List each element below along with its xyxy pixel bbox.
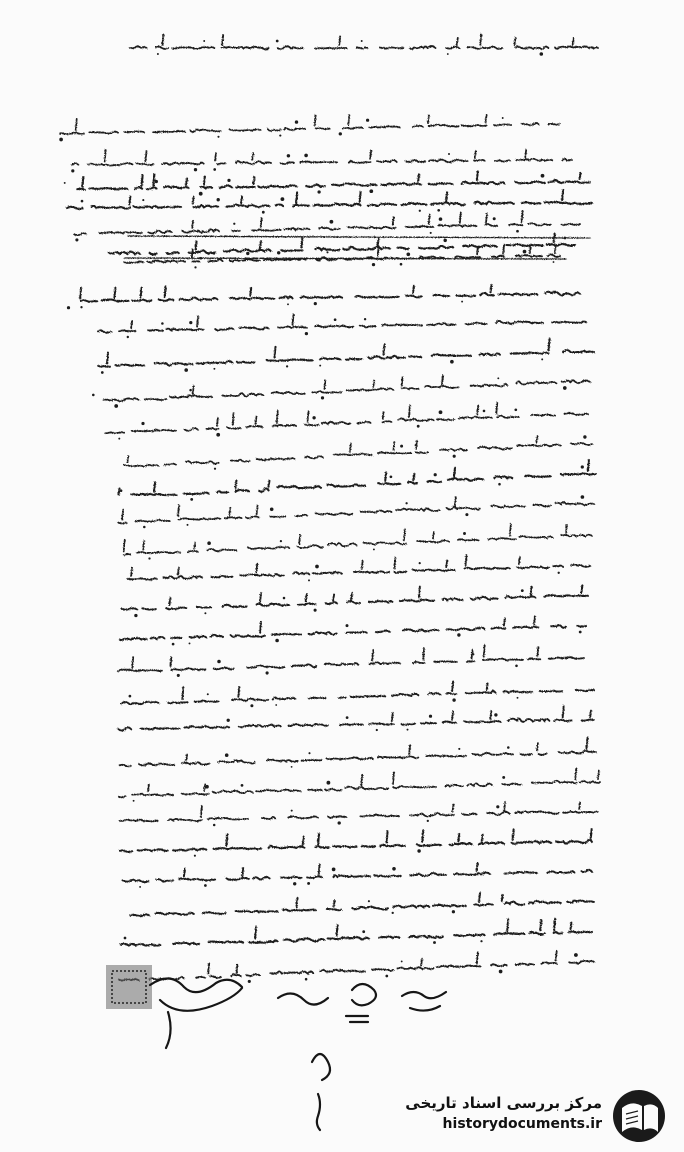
ink-dot	[307, 882, 310, 885]
ink-dot	[583, 435, 586, 438]
ink-dot	[75, 238, 78, 241]
ink-dot	[80, 306, 82, 308]
ink-dot	[71, 169, 74, 172]
ink-dot	[541, 174, 545, 178]
ink-dot	[405, 502, 407, 504]
ink-dot	[472, 653, 474, 655]
ink-dot	[433, 941, 436, 944]
ink-dot	[564, 237, 567, 240]
ink-dot	[59, 138, 63, 142]
script-line	[118, 645, 584, 671]
script-line	[98, 339, 594, 367]
ink-dot	[429, 715, 432, 718]
ink-dot	[287, 303, 289, 305]
ink-dot	[194, 266, 196, 268]
ink-dot	[563, 386, 567, 390]
ink-dot	[327, 781, 331, 785]
script-line	[105, 403, 588, 434]
ink-dot	[293, 882, 296, 885]
script-line	[118, 706, 594, 731]
script-line	[124, 436, 592, 466]
book-scroll-logo-icon	[610, 1088, 668, 1144]
ink-dot	[417, 425, 420, 428]
ink-dot	[308, 752, 310, 754]
ink-dot	[190, 498, 193, 501]
ink-dot	[246, 252, 249, 255]
script-line	[124, 245, 560, 264]
ink-dot	[204, 884, 207, 887]
script-line	[120, 829, 592, 852]
ink-dot	[366, 119, 369, 122]
ink-dot	[400, 263, 403, 266]
ink-dot	[483, 410, 486, 413]
ink-dot	[194, 168, 197, 171]
ink-dot	[364, 318, 366, 320]
ink-dot	[419, 210, 421, 212]
ink-dot	[339, 132, 342, 135]
ink-dot	[142, 199, 144, 201]
ink-dot	[515, 665, 518, 668]
ink-dot	[385, 975, 388, 978]
ink-dot	[346, 716, 349, 719]
ink-dot	[205, 785, 209, 789]
ink-dot	[312, 416, 315, 419]
seal-stamp	[106, 965, 152, 1009]
ink-dot	[427, 820, 429, 822]
script-line	[118, 497, 594, 523]
ink-dot	[129, 695, 132, 698]
ink-dot	[241, 784, 244, 787]
script-line	[67, 190, 592, 209]
ink-dot	[141, 422, 144, 425]
ink-dot	[437, 209, 440, 212]
script-line	[69, 285, 580, 302]
ink-dot	[480, 940, 482, 942]
ink-dot	[419, 562, 421, 564]
ink-dot	[118, 438, 120, 440]
ink-dot	[406, 252, 410, 256]
ink-dot	[114, 404, 118, 408]
ink-dot	[452, 910, 455, 913]
script-line	[119, 460, 597, 495]
ink-dot	[574, 953, 578, 957]
script-line	[121, 919, 592, 946]
ink-dot	[276, 40, 279, 43]
ink-dot	[390, 475, 393, 478]
ink-dot	[204, 612, 206, 614]
ink-dot	[502, 117, 504, 119]
script-line	[120, 737, 596, 766]
ink-dot	[450, 360, 454, 364]
ink-dot	[279, 135, 281, 137]
ink-dot	[439, 217, 443, 221]
ink-dot	[319, 365, 321, 367]
ink-dot	[439, 410, 443, 414]
ink-dot	[493, 217, 496, 220]
ink-dot	[92, 394, 95, 397]
ink-dot	[321, 396, 324, 399]
ink-dot	[275, 639, 279, 643]
ink-dot	[581, 495, 585, 499]
script-line	[94, 375, 590, 402]
ink-dot	[540, 52, 544, 56]
script-line	[119, 768, 600, 797]
ink-dot	[217, 136, 219, 138]
watermark-text	[405, 1092, 602, 1134]
ink-dot	[161, 322, 164, 325]
ink-dot	[332, 868, 336, 872]
ink-dot	[305, 332, 308, 335]
ink-dot	[452, 698, 455, 701]
script-lines	[60, 34, 600, 980]
ink-dot	[314, 302, 317, 305]
script-line	[98, 315, 586, 333]
ink-dot	[101, 371, 104, 374]
script-line	[66, 171, 590, 190]
script-line	[120, 802, 598, 822]
ink-dot	[286, 365, 288, 367]
ink-dot	[189, 321, 192, 324]
ink-dot	[362, 930, 365, 933]
script-line	[130, 893, 594, 917]
ink-dot	[266, 671, 269, 674]
script-line	[72, 150, 572, 166]
ink-dot	[541, 358, 543, 360]
script-line	[130, 34, 598, 49]
ink-dot	[157, 53, 159, 55]
ink-dot	[248, 980, 251, 983]
ink-dot	[291, 810, 293, 812]
ink-dot	[514, 408, 517, 411]
script-line	[119, 951, 594, 980]
ink-dot	[317, 190, 320, 193]
ink-dot	[463, 532, 466, 535]
ink-dot	[376, 729, 378, 731]
ink-dot	[281, 197, 285, 201]
ink-dot	[494, 713, 497, 716]
script-line	[122, 585, 588, 609]
ink-dot	[498, 483, 501, 486]
ink-dot	[64, 182, 66, 184]
ink-dot	[330, 220, 334, 224]
ink-dot	[189, 389, 192, 392]
ink-dot	[499, 970, 503, 974]
ink-dot	[368, 900, 370, 902]
ink-dot	[338, 821, 341, 824]
ink-dot	[134, 614, 137, 617]
ink-dot	[217, 660, 221, 664]
watermark-url: historydocuments.ir	[442, 1116, 602, 1132]
ink-dot	[213, 168, 216, 171]
ink-dot	[213, 824, 216, 827]
ink-dot	[172, 643, 175, 646]
ink-dot	[400, 445, 403, 448]
script-line	[74, 211, 580, 235]
ink-dot	[277, 251, 280, 254]
ink-dot	[275, 704, 277, 706]
ink-dot	[447, 53, 449, 55]
ink-dot	[392, 912, 394, 914]
ink-dot	[120, 489, 123, 492]
ink-dot	[81, 200, 84, 203]
ink-dot	[304, 154, 308, 158]
ink-dot	[521, 589, 524, 592]
ink-dot	[270, 508, 274, 512]
ink-dot	[361, 40, 363, 42]
ink-dot	[67, 306, 70, 309]
ink-dot	[457, 633, 460, 636]
ink-dot	[581, 465, 584, 468]
ink-dot	[314, 609, 317, 612]
ink-dot	[308, 579, 310, 581]
ink-dot	[415, 444, 417, 446]
ink-dot	[214, 468, 216, 470]
ink-dot	[139, 886, 141, 888]
ink-dot	[148, 557, 150, 559]
ink-dot	[200, 257, 203, 260]
ink-dot	[291, 766, 293, 768]
watermark-title: مرکز بررسی اسناد تاریخی	[405, 1094, 602, 1112]
script-line	[121, 681, 594, 704]
ink-dot	[184, 368, 188, 372]
ink-dot	[317, 839, 319, 841]
signature-marks	[150, 978, 446, 1130]
ink-dot	[372, 263, 375, 266]
script-line	[123, 863, 593, 882]
ink-dot	[155, 180, 158, 183]
ink-dot	[502, 776, 505, 779]
ink-dot	[579, 631, 582, 634]
ink-dot	[496, 805, 499, 808]
ink-dot	[430, 232, 432, 234]
ink-dot	[124, 937, 127, 940]
ink-dot	[326, 251, 328, 253]
ink-dot	[417, 849, 420, 852]
watermark	[405, 1088, 670, 1146]
ink-dot	[207, 541, 211, 545]
ink-dot	[305, 978, 308, 981]
ink-dot	[346, 624, 349, 627]
ink-dot	[287, 154, 290, 157]
ink-dot	[434, 473, 437, 476]
ink-dot	[216, 433, 220, 437]
ink-dot	[507, 746, 510, 749]
ink-dot	[143, 526, 146, 529]
ink-dot	[369, 189, 373, 193]
ink-dot	[280, 540, 282, 542]
ink-dot	[227, 719, 230, 722]
ink-dot	[453, 455, 456, 458]
ink-dot	[558, 572, 560, 574]
ink-dot	[392, 867, 396, 871]
ink-dot	[448, 153, 450, 155]
ink-dot	[461, 301, 463, 303]
ink-dot	[250, 704, 253, 707]
ink-dot	[401, 960, 403, 962]
ink-dot	[334, 318, 337, 321]
script-line	[60, 115, 560, 134]
ink-dot	[523, 250, 527, 254]
ink-dot	[187, 524, 189, 526]
ink-dot	[373, 548, 375, 550]
ink-dot	[295, 120, 298, 123]
ink-dot	[516, 230, 519, 233]
ink-dot	[203, 40, 205, 42]
ink-dot	[133, 800, 135, 802]
ink-dot	[517, 697, 519, 699]
script-line	[120, 616, 586, 640]
ink-dot	[213, 368, 215, 370]
ink-dot	[407, 729, 409, 731]
ink-dot	[194, 855, 196, 857]
ink-dot	[458, 748, 460, 750]
ink-marks	[59, 40, 586, 983]
script-line	[127, 555, 590, 579]
ink-dot	[177, 674, 180, 677]
ink-dot	[225, 753, 229, 757]
ink-dot	[443, 239, 446, 242]
ink-dot	[127, 336, 129, 338]
ink-dot	[199, 192, 203, 196]
ink-dot	[283, 597, 286, 600]
ink-dot	[465, 513, 468, 516]
script-line	[124, 524, 592, 555]
ink-dot	[207, 693, 209, 695]
ink-dot	[217, 198, 220, 201]
ink-dot	[233, 223, 235, 225]
ink-dot	[189, 642, 191, 644]
ink-dot	[553, 261, 555, 263]
ink-dot	[315, 565, 319, 569]
ink-dot	[227, 179, 230, 182]
ink-dot	[497, 377, 499, 379]
ink-dot	[262, 211, 265, 214]
